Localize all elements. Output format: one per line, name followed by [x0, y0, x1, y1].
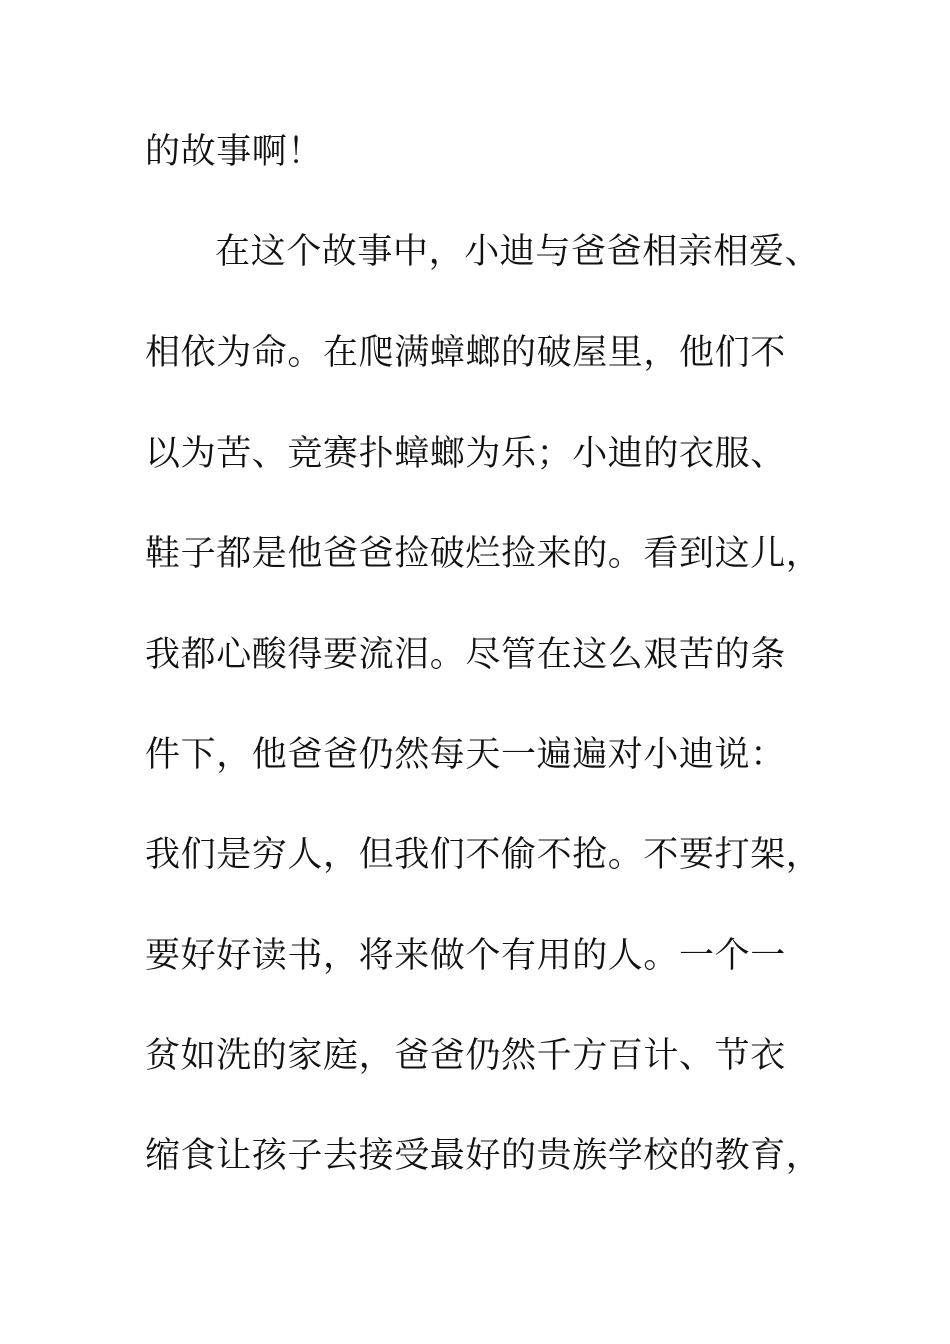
text-line-9: 要好好读书，将来做个有用的人。一个一	[145, 936, 786, 976]
text-line-6: 我都心酸得要流泪。尽管在这么艰苦的条	[145, 635, 786, 675]
text-line-4: 以为苦、竞赛扑蟑螂为乐；小迪的衣服、	[145, 434, 786, 474]
paragraph-start-line: 在这个故事中，小迪与爸爸相亲相爱、	[215, 232, 821, 272]
text-line-11: 缩食让孩子去接受最好的贵族学校的教育，	[145, 1136, 822, 1176]
text-line-8: 我们是穷人，但我们不偷不抢。不要打架，	[145, 835, 822, 875]
text-line-5: 鞋子都是他爸爸捡破烂捡来的。看到这儿，	[145, 534, 822, 574]
text-line-3: 相依为命。在爬满蟑螂的破屋里，他们不	[145, 333, 786, 373]
text-line-1: 的故事啊！	[145, 132, 324, 172]
text-line-10: 贫如洗的家庭，爸爸仍然千方百计、节衣	[145, 1036, 786, 1076]
text-line-7: 件下，他爸爸仍然每天一遍遍对小迪说：	[145, 735, 786, 775]
